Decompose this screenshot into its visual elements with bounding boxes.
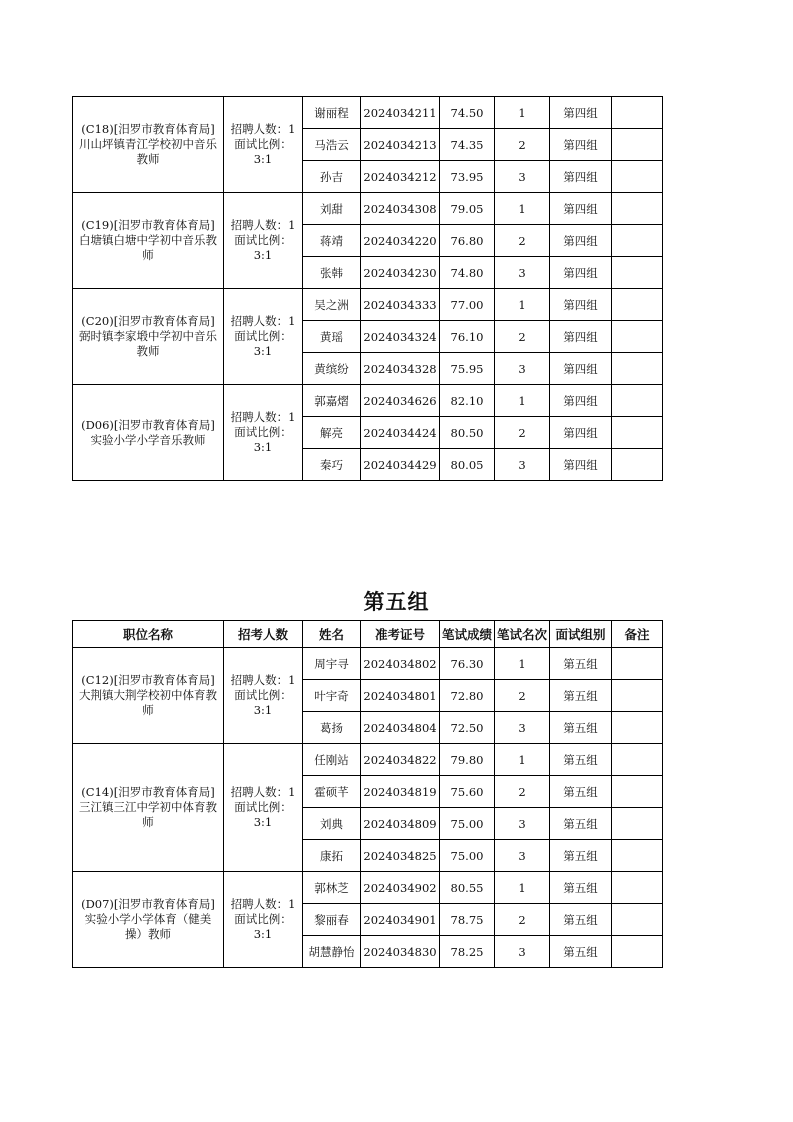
remark-cell [612,321,663,353]
position-name-cell: (C18)[汨罗市教育体育局]川山坪镇青江学校初中音乐教师 [73,97,224,193]
name-cell: 刘甜 [303,193,361,225]
name-cell: 郭林芝 [303,872,361,904]
group-cell: 第四组 [550,225,612,257]
remark-cell [612,840,663,872]
group-cell: 第五组 [550,872,612,904]
exam-id-cell: 2024034830 [361,936,440,968]
remark-cell [612,648,663,680]
table-row [73,744,663,776]
header-score: 笔试成绩 [440,621,495,648]
name-cell: 霍硕芊 [303,776,361,808]
name-cell: 黎丽春 [303,904,361,936]
score-cell: 75.60 [440,776,495,808]
quota-count-text: 招聘人数：1 [230,314,296,328]
score-cell: 72.80 [440,680,495,712]
interview-ratio-text: 面试比例：3:1 [234,912,292,941]
quota-cell [224,744,303,872]
remark-cell [612,776,663,808]
remark-cell [612,353,663,385]
quota-cell [224,385,303,481]
group-cell: 第五组 [550,680,612,712]
remark-cell [612,257,663,289]
remark-cell [612,712,663,744]
exam-id-cell: 2024034328 [361,353,440,385]
score-cell: 73.95 [440,161,495,193]
exam-id-cell: 2024034819 [361,776,440,808]
rank-cell: 3 [495,936,550,968]
score-cell: 76.10 [440,321,495,353]
rank-cell: 1 [495,872,550,904]
name-cell: 周宇寻 [303,648,361,680]
remark-cell [612,680,663,712]
rank-cell: 1 [495,193,550,225]
position-name-cell: (C20)[汨罗市教育体育局]弼时镇李家塅中学初中音乐教师 [73,289,224,385]
score-cell: 75.00 [440,808,495,840]
table-row [73,289,663,321]
remark-cell [612,385,663,417]
interview-ratio-text: 面试比例：3:1 [234,233,292,262]
name-cell: 张韩 [303,257,361,289]
remark-cell [612,936,663,968]
quota-count-text: 招聘人数：1 [230,218,296,232]
rank-cell: 3 [495,712,550,744]
name-cell: 康拓 [303,840,361,872]
rank-cell: 2 [495,225,550,257]
exam-id-cell: 2024034324 [361,321,440,353]
interview-ratio-text: 面试比例：3:1 [234,425,292,454]
group-cell: 第四组 [550,417,612,449]
rank-cell: 1 [495,97,550,129]
score-cell: 80.05 [440,449,495,481]
rank-cell: 2 [495,904,550,936]
exam-id-cell: 2024034822 [361,744,440,776]
score-cell: 75.95 [440,353,495,385]
name-cell: 叶宇奇 [303,680,361,712]
rank-cell: 1 [495,289,550,321]
score-cell: 78.75 [440,904,495,936]
interview-ratio-text: 面试比例：3:1 [234,329,292,358]
position-name-cell: (C19)[汨罗市教育体育局]白塘镇白塘中学初中音乐教师 [73,193,224,289]
name-cell: 解亮 [303,417,361,449]
position-name-cell: (C12)[汨罗市教育体育局]大荆镇大荆学校初中体育教师 [73,648,224,744]
group-cell: 第五组 [550,648,612,680]
header-exam-id: 准考证号 [361,621,440,648]
quota-count-text: 招聘人数：1 [230,410,296,424]
score-cell: 79.80 [440,744,495,776]
exam-id-cell: 2024034333 [361,289,440,321]
position-name-cell: (C14)[汨罗市教育体育局]三江镇三江中学初中体育教师 [73,744,224,872]
name-cell: 谢丽程 [303,97,361,129]
remark-cell [612,225,663,257]
group4-table [72,96,663,481]
table-row [73,872,663,904]
group-cell: 第五组 [550,904,612,936]
table-header-row [73,621,663,648]
group-cell: 第四组 [550,193,612,225]
rank-cell: 2 [495,129,550,161]
quota-cell [224,872,303,968]
group-cell: 第四组 [550,353,612,385]
interview-ratio-text: 面试比例：3:1 [234,688,292,717]
exam-id-cell: 2024034626 [361,385,440,417]
position-name-cell: (D06)[汨罗市教育体育局]实验小学小学音乐教师 [73,385,224,481]
group-cell: 第四组 [550,385,612,417]
quota-cell [224,648,303,744]
remark-cell [612,129,663,161]
name-cell: 吴之洲 [303,289,361,321]
exam-id-cell: 2024034901 [361,904,440,936]
score-cell: 76.30 [440,648,495,680]
table-row [73,97,663,129]
score-cell: 74.35 [440,129,495,161]
header-position: 职位名称 [73,621,224,648]
rank-cell: 1 [495,648,550,680]
name-cell: 黄瑶 [303,321,361,353]
header-remark: 备注 [612,621,663,648]
table-row [73,385,663,417]
exam-id-cell: 2024034211 [361,97,440,129]
rank-cell: 2 [495,321,550,353]
group-cell: 第五组 [550,808,612,840]
quota-cell [224,289,303,385]
name-cell: 胡慧静怡 [303,936,361,968]
group-cell: 第五组 [550,840,612,872]
group-cell: 第五组 [550,776,612,808]
exam-id-cell: 2024034825 [361,840,440,872]
rank-cell: 2 [495,417,550,449]
name-cell: 刘典 [303,808,361,840]
name-cell: 任刚站 [303,744,361,776]
exam-id-cell: 2024034802 [361,648,440,680]
header-group: 面试组别 [550,621,612,648]
interview-ratio-text: 面试比例：3:1 [234,137,292,166]
exam-id-cell: 2024034801 [361,680,440,712]
name-cell: 马浩云 [303,129,361,161]
remark-cell [612,193,663,225]
rank-cell: 1 [495,385,550,417]
name-cell: 秦巧 [303,449,361,481]
score-cell: 75.00 [440,840,495,872]
quota-count-text: 招聘人数：1 [230,122,296,136]
header-quota: 招考人数 [224,621,303,648]
rank-cell: 3 [495,840,550,872]
exam-id-cell: 2024034804 [361,712,440,744]
rank-cell: 2 [495,776,550,808]
table-row [73,193,663,225]
rank-cell: 2 [495,680,550,712]
header-name: 姓名 [303,621,361,648]
remark-cell [612,808,663,840]
remark-cell [612,161,663,193]
name-cell: 郭嘉熠 [303,385,361,417]
exam-id-cell: 2024034809 [361,808,440,840]
score-cell: 72.50 [440,712,495,744]
exam-id-cell: 2024034220 [361,225,440,257]
score-cell: 74.80 [440,257,495,289]
quota-count-text: 招聘人数：1 [230,897,296,911]
score-cell: 79.05 [440,193,495,225]
group-cell: 第四组 [550,449,612,481]
group-cell: 第四组 [550,321,612,353]
exam-id-cell: 2024034424 [361,417,440,449]
quota-count-text: 招聘人数：1 [230,785,296,799]
score-cell: 80.50 [440,417,495,449]
score-cell: 80.55 [440,872,495,904]
rank-cell: 3 [495,808,550,840]
exam-id-cell: 2024034308 [361,193,440,225]
exam-id-cell: 2024034230 [361,257,440,289]
interview-ratio-text: 面试比例：3:1 [234,800,292,829]
exam-id-cell: 2024034902 [361,872,440,904]
group-cell: 第四组 [550,129,612,161]
name-cell: 孙吉 [303,161,361,193]
rank-cell: 3 [495,353,550,385]
exam-id-cell: 2024034429 [361,449,440,481]
score-cell: 82.10 [440,385,495,417]
group-cell: 第五组 [550,712,612,744]
name-cell: 葛扬 [303,712,361,744]
exam-id-cell: 2024034212 [361,161,440,193]
score-cell: 77.00 [440,289,495,321]
group-cell: 第四组 [550,289,612,321]
group5-title: 第五组 [363,590,430,614]
quota-count-text: 招聘人数：1 [230,673,296,687]
rank-cell: 3 [495,161,550,193]
position-name-cell: (D07)[汨罗市教育体育局]实验小学小学体育（健美操）教师 [73,872,224,968]
group-cell: 第五组 [550,744,612,776]
remark-cell [612,872,663,904]
table-row [73,648,663,680]
group-cell: 第四组 [550,257,612,289]
remark-cell [612,417,663,449]
group-cell: 第四组 [550,161,612,193]
name-cell: 黄缤纷 [303,353,361,385]
group-cell: 第四组 [550,97,612,129]
remark-cell [612,449,663,481]
quota-cell [224,193,303,289]
quota-cell [224,97,303,193]
rank-cell: 3 [495,257,550,289]
name-cell: 蒋靖 [303,225,361,257]
rank-cell: 1 [495,744,550,776]
remark-cell [612,744,663,776]
group-cell: 第五组 [550,936,612,968]
rank-cell: 3 [495,449,550,481]
header-rank: 笔试名次 [495,621,550,648]
remark-cell [612,904,663,936]
group5-table [72,620,663,968]
score-cell: 74.50 [440,97,495,129]
score-cell: 78.25 [440,936,495,968]
remark-cell [612,97,663,129]
exam-id-cell: 2024034213 [361,129,440,161]
score-cell: 76.80 [440,225,495,257]
remark-cell [612,289,663,321]
